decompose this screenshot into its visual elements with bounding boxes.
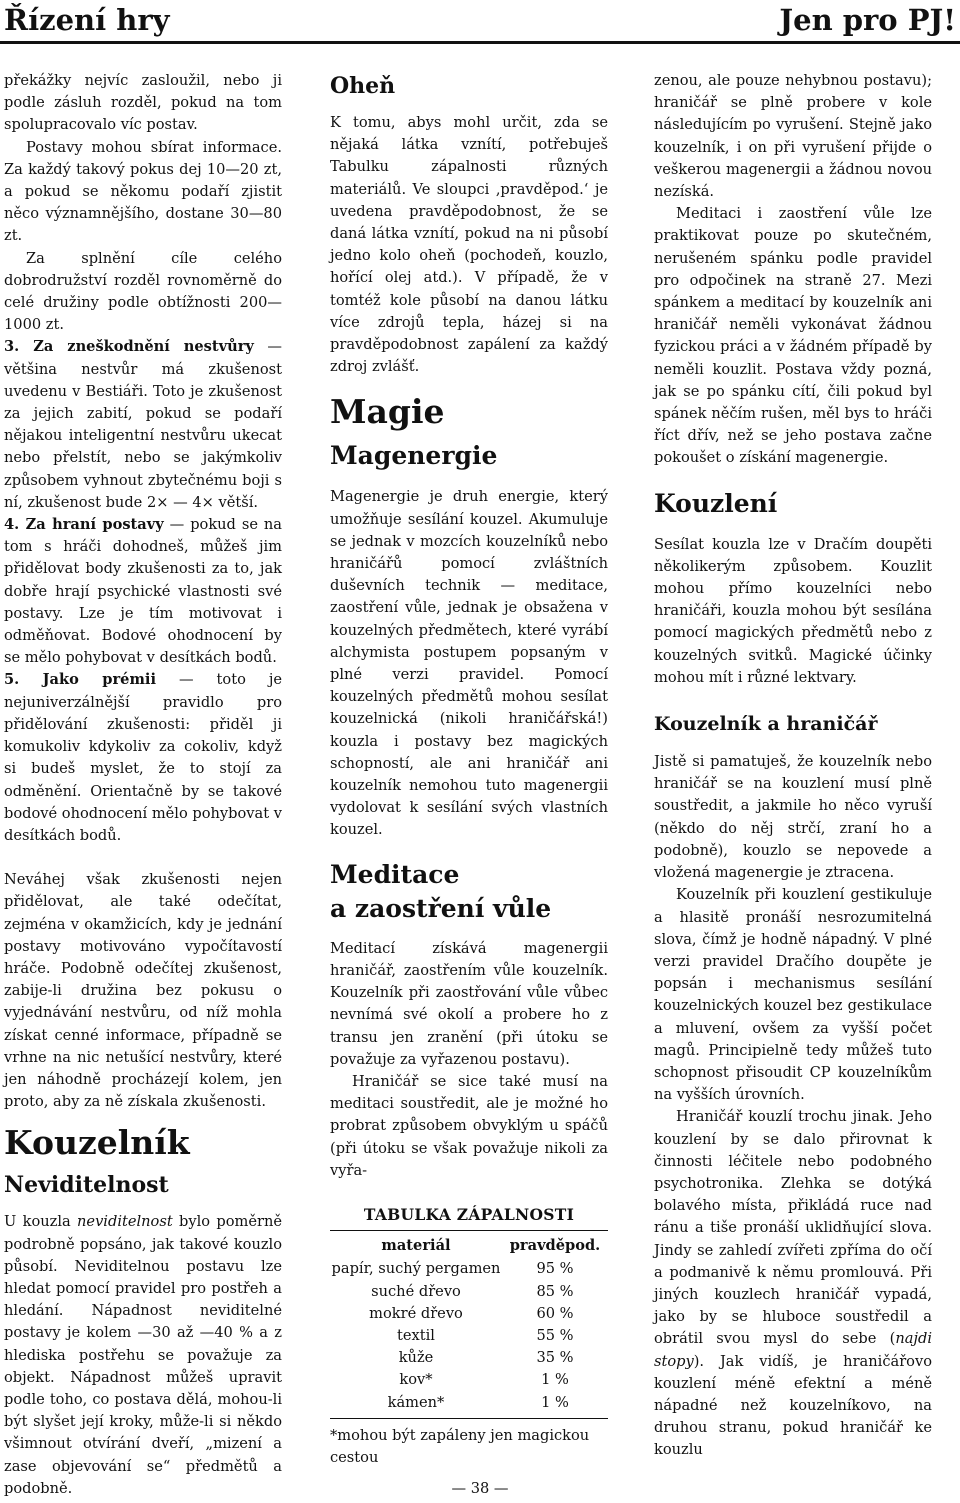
table-row bbox=[330, 1281, 608, 1303]
cell-probability: 1 % bbox=[541, 1371, 569, 1389]
subsection-heading-ohen: Oheň bbox=[330, 73, 396, 99]
page-header bbox=[0, 0, 960, 44]
cell-material: suché dřevo bbox=[371, 1282, 461, 1300]
paragraph bbox=[654, 1106, 932, 1461]
cell-probability: 85 % bbox=[536, 1282, 574, 1300]
paragraph bbox=[4, 1211, 282, 1500]
spacer bbox=[4, 847, 282, 869]
paragraph: Jistě si pamatuješ, že kouzelník nebo hraničář se na kouzlení musí plně soustředit, a jakmile ho něco vyruší (někdo do něj strčí, zraní ho a podobně), kouzlo se nepovede a vložená magenergie je ztracena. bbox=[654, 753, 932, 882]
gm-only-label: Jen pro PJ! bbox=[779, 3, 956, 37]
paragraph: Magenergie je druh energie, který umožňuje sesílání kouzel. Akumuluje se jednak v mozcích kouzelníků nebo hraničářů pomocí zvláštních duševních technik — meditace, zaostření vůle, jednak je obsažena v kouzelných předmětech, které vyrábí alchymista postupem popsaným v plné verzi pravidel. Pomocí kouzelných předmětů mohou sesílat kouzelnická (nikoli hraničářská!) kouzla i postavy bez magických schopností, ale ani hraničář ani kouzelník nemohou tuto magenergii vydolovat k sesílání svých vlastních kouzel. bbox=[330, 488, 608, 839]
spell-name: neviditelnost bbox=[77, 1213, 173, 1231]
rule-item-text: — většina nestvůr má zkušenost uvedenu v Bestiáři. Toto je zkušenost za jejich zabití, pokud se podaří nějakou inteligentní nestvůru ukecat nebo přelstít, nebo se jakýmkoliv způsobem vyhnout zbytečnému boji s ní, zkušenost bude 2× — 4× větší. bbox=[4, 338, 282, 511]
cell-probability: 60 % bbox=[536, 1304, 574, 1322]
paragraph: zenou, ale pouze nehybnou postavu); hraničář se plně probere v kole následujícím po vyrušení. Stejně jako kouzelník, i on při vyrušení přijde o veškerou magenergii a žádnou novou nezíská. bbox=[654, 72, 932, 201]
subsection-heading-kouzleni: Kouzlení bbox=[654, 488, 778, 518]
page-number: — 38 — bbox=[451, 1480, 509, 1497]
flammability-table bbox=[330, 1204, 608, 1469]
cell-material: textil bbox=[397, 1326, 435, 1344]
cell-probability: 95 % bbox=[536, 1260, 574, 1278]
column-left bbox=[4, 70, 282, 1500]
column-header-material: materiál bbox=[381, 1237, 451, 1255]
table-row bbox=[330, 1303, 608, 1325]
cell-material: kůže bbox=[398, 1349, 434, 1367]
paragraph: Meditaci i zaostření vůle lze praktikovat pouze po skutečném, nerušeném spánku podle pravidel pro odpočinek na straně 27. Mezi spánkem a meditací by kouzelník ani hraničář neměli vykonávat žádnou fyzickou práci a v žádném případě by neměli kouzlit. Postava vždy pozná, jak se po spánku cítí, čili pokud byl spánek něčím rušen, měl bys to hráči říct dřív, než se jeho postava začne pokoušet o získání magenergie. bbox=[654, 205, 932, 467]
section-heading-kouzelnik: Kouzelník bbox=[4, 1123, 190, 1163]
table-header-row bbox=[330, 1235, 608, 1257]
cell-material: papír, suchý pergamen bbox=[331, 1260, 501, 1278]
table-row bbox=[330, 1369, 608, 1391]
table-title: TABULKA ZÁPALNOSTI bbox=[330, 1204, 608, 1231]
paragraph: Postavy mohou sbírat informace. Za každý takový pokus dej 10—20 zt, a pokud se někomu podaří zjistit něco významnějšího, dostane 30—80 zt. bbox=[4, 138, 282, 245]
table-row bbox=[330, 1258, 608, 1280]
subsection-heading-magenergie: Magenergie bbox=[330, 441, 498, 471]
paragraph: překážky nejvíc zasloužil, nebo ji podle zásluh rozděl, pokud na tom spolupracovalo víc postav. bbox=[4, 72, 282, 134]
cell-probability: 55 % bbox=[536, 1326, 574, 1344]
table-row bbox=[330, 1392, 608, 1414]
paragraph: Kouzelník při kouzlení gestikuluje a hlasitě pronáší nesrozumitelná slova, čímž je hodně nápadný. V plné verzi pravidel Dračího doupěte je popsán i mechanismus sesílání kouzelnických kouzel bez gestikulace a mluvení, ovšem za vyšší počet magů. Principielně tedy můžeš tuto schopnost přisoudit CP kouzelníkům na vyšších úrovních. bbox=[654, 886, 932, 1104]
chapter-title: Řízení hry bbox=[4, 3, 170, 37]
table-row bbox=[330, 1325, 608, 1347]
table-footnote: *mohou být zapáleny jen magickou cestou bbox=[330, 1426, 590, 1466]
heading-line: Meditace bbox=[330, 859, 460, 889]
header-divider bbox=[0, 41, 960, 44]
column-middle bbox=[330, 70, 608, 1481]
paragraph: K tomu, abys mohl určit, zda se nějaká látka vznítí, potřebuješ Tabulku zápalnosti různých materiálů. Ve sloupci ‚pravděpod.‘ je uvedena pravděpodobnost, že se daná látka vznítí, pokud na ni působí jedno kolo oheň (pochodeň, kouzlo, hořící olej atd.). V případě, že v tomtéž kole působí na danou látku více zdrojů tepla, házej si na pravděpodobnost zapálení za každý zdroj zvlášť. bbox=[330, 114, 608, 376]
rule-item-lead: 4. Za hraní postavy bbox=[4, 516, 164, 534]
subsection-heading-neviditelnost: Neviditelnost bbox=[4, 1172, 169, 1199]
text-run: U kouzla bbox=[4, 1213, 78, 1231]
cell-material: kámen* bbox=[387, 1393, 445, 1411]
text-run: ). Jak vidíš, je hraničářovo kouzlení méně efektní a méně nápadné než kouzelníkovo, na druhou stranu, pokud hraničář ke kouzlu bbox=[654, 1352, 932, 1459]
paragraph: Neváhej však zkušenosti nejen přidělovat, ale také odečítat, zejména v okamžicích, kdy je jednání postavy motivováno vypočítavostí hráče. Podobně odečítej zkušenost, zabije-li družina bez pokusu o vyjednávání nestvůru, od níž mohla získat cenné informace, případně se vrhne na nic netušící nestvůry, které jen náhodně procházejí kolem, jen proto, aby za ně získala zkušenosti. bbox=[4, 871, 282, 1111]
column-right bbox=[654, 70, 932, 1462]
paragraph: Za splnění cíle celého dobrodružství rozděl rovnoměrně do celé družiny podle obtížnosti 200—1000 zt. bbox=[4, 249, 282, 334]
cell-probability: 1 % bbox=[541, 1393, 569, 1411]
text-run: Hraničář kouzlí trochu jinak. Jeho kouzlení by se dalo přirovnat k činnosti léčitele nebo podobného psychotronika. Zlehka se dotýká bolavého místa, přikládá ruce nad ránu a tiše pronáší uklidňující slova. Jindy se zahledí zvířeti zpříma do očí a podmanivě k němu promlouvá. Při jiných kouzlech hraničář vypadá, jako by se hluboce soustředil a obrátil svou mysl do sebe ( bbox=[654, 1108, 932, 1348]
rule-item-3 bbox=[4, 336, 282, 514]
paragraph: Sesílat kouzla lze v Dračím doupěti několikerým způsobem. Kouzlit mohou přímo kouzelníci nebo hraničáři, kouzla mohou být sesílána pomocí magických předmětů nebo z kouzelných svitků. Magické účinky mohou mít i různé lektvary. bbox=[654, 535, 932, 686]
section-heading-magie: Magie bbox=[330, 392, 445, 432]
rule-item-text: — pokud se na tom s hráči dohodneš, můžeš jim přidělovat body zkušenosti za to, jak dobře hrají psychické vlastnosti své postavy. Lze je tím motivovat i odměňovat. Bodové ohodnocení by se mělo pohybovat v desítkách bodů. bbox=[4, 516, 283, 667]
paragraph: Meditací získává magenergii hraničář, zaostřením vůle kouzelník. Kouzelník při zaostřování vůle vůbec nevnímá své okolí a probere ho z transu jen zranění (při útoku se považuje za vyřazenou postavu). bbox=[330, 939, 608, 1068]
subsection-heading-kouzelnik-a-hranicar: Kouzelník a hraničář bbox=[654, 713, 878, 736]
rule-item-lead: 3. Za zneškodnění nestvůry bbox=[4, 338, 254, 356]
text-run: bylo poměrně podrobně popsáno, jak takové kouzlo působí. Neviditelnou postavu lze hledat pomocí pravidel pro postřeh a hledání. Nápadnost neviditelné postavy je kolem —30 až —40 % a z hlediska postřehu se považuje za objekt. Nápadnost můžeš upravit podle toho, co postava dělá, mohou-li být slyšet její kroky, může-li si někdo všimnout otvírání dveří, „mizení a zase objevování se“ předmětů a podobně. bbox=[4, 1213, 282, 1497]
rule-item-5 bbox=[4, 669, 282, 847]
paragraph: Hraničář se sice také musí na meditaci soustředit, ale je možné ho probrat způsobem obvyklým u spáčů (při útoku se však považuje nikoli za vyřa- bbox=[330, 1072, 608, 1179]
cell-material: kov* bbox=[399, 1371, 433, 1389]
rule-item-lead: 5. Jako prémii bbox=[4, 671, 156, 689]
column-header-probability: pravděpod. bbox=[509, 1237, 601, 1255]
cell-probability: 35 % bbox=[536, 1349, 574, 1367]
table-bottom-rule bbox=[330, 1418, 608, 1419]
cell-material: mokré dřevo bbox=[369, 1304, 463, 1322]
heading-line: a zaostření vůle bbox=[330, 893, 552, 923]
spell-name: najdi stopy bbox=[654, 1330, 932, 1370]
rule-item-text: — toto je nejuniverzálnější pravidlo pro přidělování zkušenosti: přiděl ji komukoliv kdykoliv za cokoliv, když si budeš myslet, že to stojí za odměnění. Orientačně by se takové bodové ohodnocení mělo pohybovat v desítkách bodů. bbox=[4, 671, 282, 844]
rule-item-4 bbox=[4, 514, 282, 669]
subsection-heading-meditace bbox=[330, 858, 608, 926]
table-row bbox=[330, 1347, 608, 1369]
